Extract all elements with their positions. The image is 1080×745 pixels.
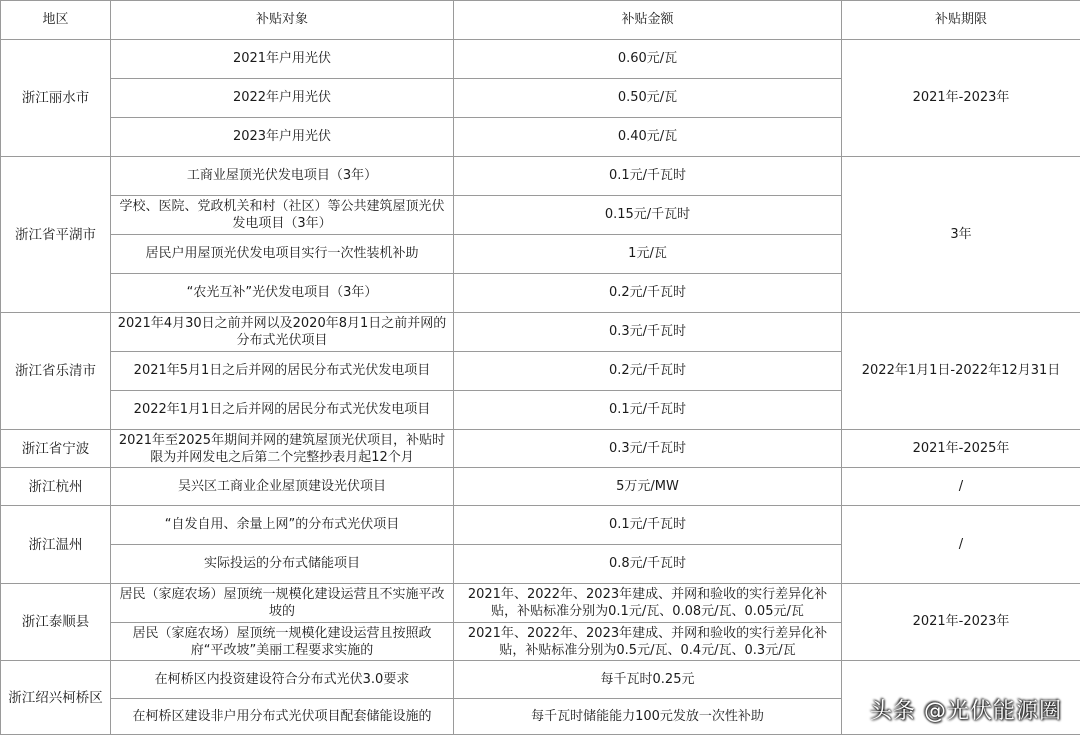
target-cell: “农光互补”光伏发电项目（3年） bbox=[111, 274, 454, 313]
amount-cell: 2021年、2022年、2023年建成、并网和验收的实行差异化补贴，补贴标准分别为0.1元/瓦、0.08元/瓦、0.05元/瓦 bbox=[454, 584, 842, 623]
region-cell: 浙江省宁波 bbox=[1, 430, 111, 468]
amount-cell: 0.8元/千瓦时 bbox=[454, 545, 842, 584]
target-cell: “自发自用、余量上网”的分布式光伏项目 bbox=[111, 506, 454, 545]
target-cell: 吴兴区工商业企业屋顶建设光伏项目 bbox=[111, 468, 454, 506]
target-cell: 2021年至2025年期间并网的建筑屋顶光伏项目，补贴时限为并网发电之后第二个完整抄表月起12个月 bbox=[111, 430, 454, 468]
watermark: 头条 @光伏能源圈 bbox=[870, 699, 1062, 724]
target-cell: 实际投运的分布式储能项目 bbox=[111, 545, 454, 584]
target-cell: 工商业屋顶光伏发电项目（3年） bbox=[111, 157, 454, 196]
region-cell: 浙江省平湖市 bbox=[1, 157, 111, 313]
table-row bbox=[1, 468, 1080, 506]
amount-cell: 0.3元/千瓦时 bbox=[454, 430, 842, 468]
period-cell: 2021年-2023年 bbox=[842, 584, 1080, 661]
period-cell: 3年 bbox=[842, 157, 1080, 313]
header-row bbox=[1, 1, 1080, 40]
table-row bbox=[1, 313, 1080, 352]
amount-cell: 0.1元/千瓦时 bbox=[454, 506, 842, 545]
period-cell: / bbox=[842, 468, 1080, 506]
period-cell: 2022年1月1日-2022年12月31日 bbox=[842, 313, 1080, 430]
amount-cell: 每千瓦时储能能力100元发放一次性补助 bbox=[454, 699, 842, 735]
target-cell: 居民（家庭农场）屋顶统一规模化建设运营且不实施平改坡的 bbox=[111, 584, 454, 623]
amount-cell: 0.1元/千瓦时 bbox=[454, 157, 842, 196]
amount-cell: 0.2元/千瓦时 bbox=[454, 352, 842, 391]
amount-cell: 0.2元/千瓦时 bbox=[454, 274, 842, 313]
target-cell: 2022年1月1日之后并网的居民分布式光伏发电项目 bbox=[111, 391, 454, 430]
amount-cell: 0.3元/千瓦时 bbox=[454, 313, 842, 352]
table-row bbox=[1, 157, 1080, 196]
period-cell: 2021年-2025年 bbox=[842, 430, 1080, 468]
table-row bbox=[1, 430, 1080, 468]
amount-cell: 0.60元/瓦 bbox=[454, 40, 842, 79]
target-cell: 学校、医院、党政机关和村（社区）等公共建筑屋顶光伏发电项目（3年） bbox=[111, 196, 454, 235]
target-cell: 2023年户用光伏 bbox=[111, 118, 454, 157]
amount-cell: 0.40元/瓦 bbox=[454, 118, 842, 157]
region-cell: 浙江泰顺县 bbox=[1, 584, 111, 661]
amount-cell: 每千瓦时0.25元 bbox=[454, 661, 842, 699]
target-cell: 居民（家庭农场）屋顶统一规模化建设运营且按照政府“平改坡”美丽工程要求实施的 bbox=[111, 623, 454, 661]
target-cell: 在柯桥区建设非户用分布式光伏项目配套储能设施的 bbox=[111, 699, 454, 735]
table-row bbox=[1, 661, 1080, 699]
table-row bbox=[1, 584, 1080, 623]
amount-cell: 2021年、2022年、2023年建成、并网和验收的实行差异化补贴，补贴标准分别为0.5元/瓦、0.4元/瓦、0.3元/瓦 bbox=[454, 623, 842, 661]
target-cell: 2022年户用光伏 bbox=[111, 79, 454, 118]
header-amount: 补贴金额 bbox=[454, 1, 842, 40]
header-target: 补贴对象 bbox=[111, 1, 454, 40]
target-cell: 2021年4月30日之前并网以及2020年8月1日之前并网的分布式光伏项目 bbox=[111, 313, 454, 352]
region-cell: 浙江杭州 bbox=[1, 468, 111, 506]
region-cell: 浙江温州 bbox=[1, 506, 111, 584]
target-cell: 在柯桥区内投资建设符合分布式光伏3.0要求 bbox=[111, 661, 454, 699]
amount-cell: 1元/瓦 bbox=[454, 235, 842, 274]
target-cell: 2021年5月1日之后并网的居民分布式光伏发电项目 bbox=[111, 352, 454, 391]
amount-cell: 5万元/MW bbox=[454, 468, 842, 506]
amount-cell: 0.50元/瓦 bbox=[454, 79, 842, 118]
target-cell: 2021年户用光伏 bbox=[111, 40, 454, 79]
header-period: 补贴期限 bbox=[842, 1, 1080, 40]
amount-cell: 0.15元/千瓦时 bbox=[454, 196, 842, 235]
header-region: 地区 bbox=[1, 1, 111, 40]
period-cell: / bbox=[842, 506, 1080, 584]
region-cell: 浙江丽水市 bbox=[1, 40, 111, 157]
region-cell: 浙江绍兴柯桥区 bbox=[1, 661, 111, 735]
region-cell: 浙江省乐清市 bbox=[1, 313, 111, 430]
target-cell: 居民户用屋顶光伏发电项目实行一次性装机补助 bbox=[111, 235, 454, 274]
amount-cell: 0.1元/千瓦时 bbox=[454, 391, 842, 430]
period-cell: 2021年-2023年 bbox=[842, 40, 1080, 157]
table-row bbox=[1, 506, 1080, 545]
table-row bbox=[1, 40, 1080, 79]
